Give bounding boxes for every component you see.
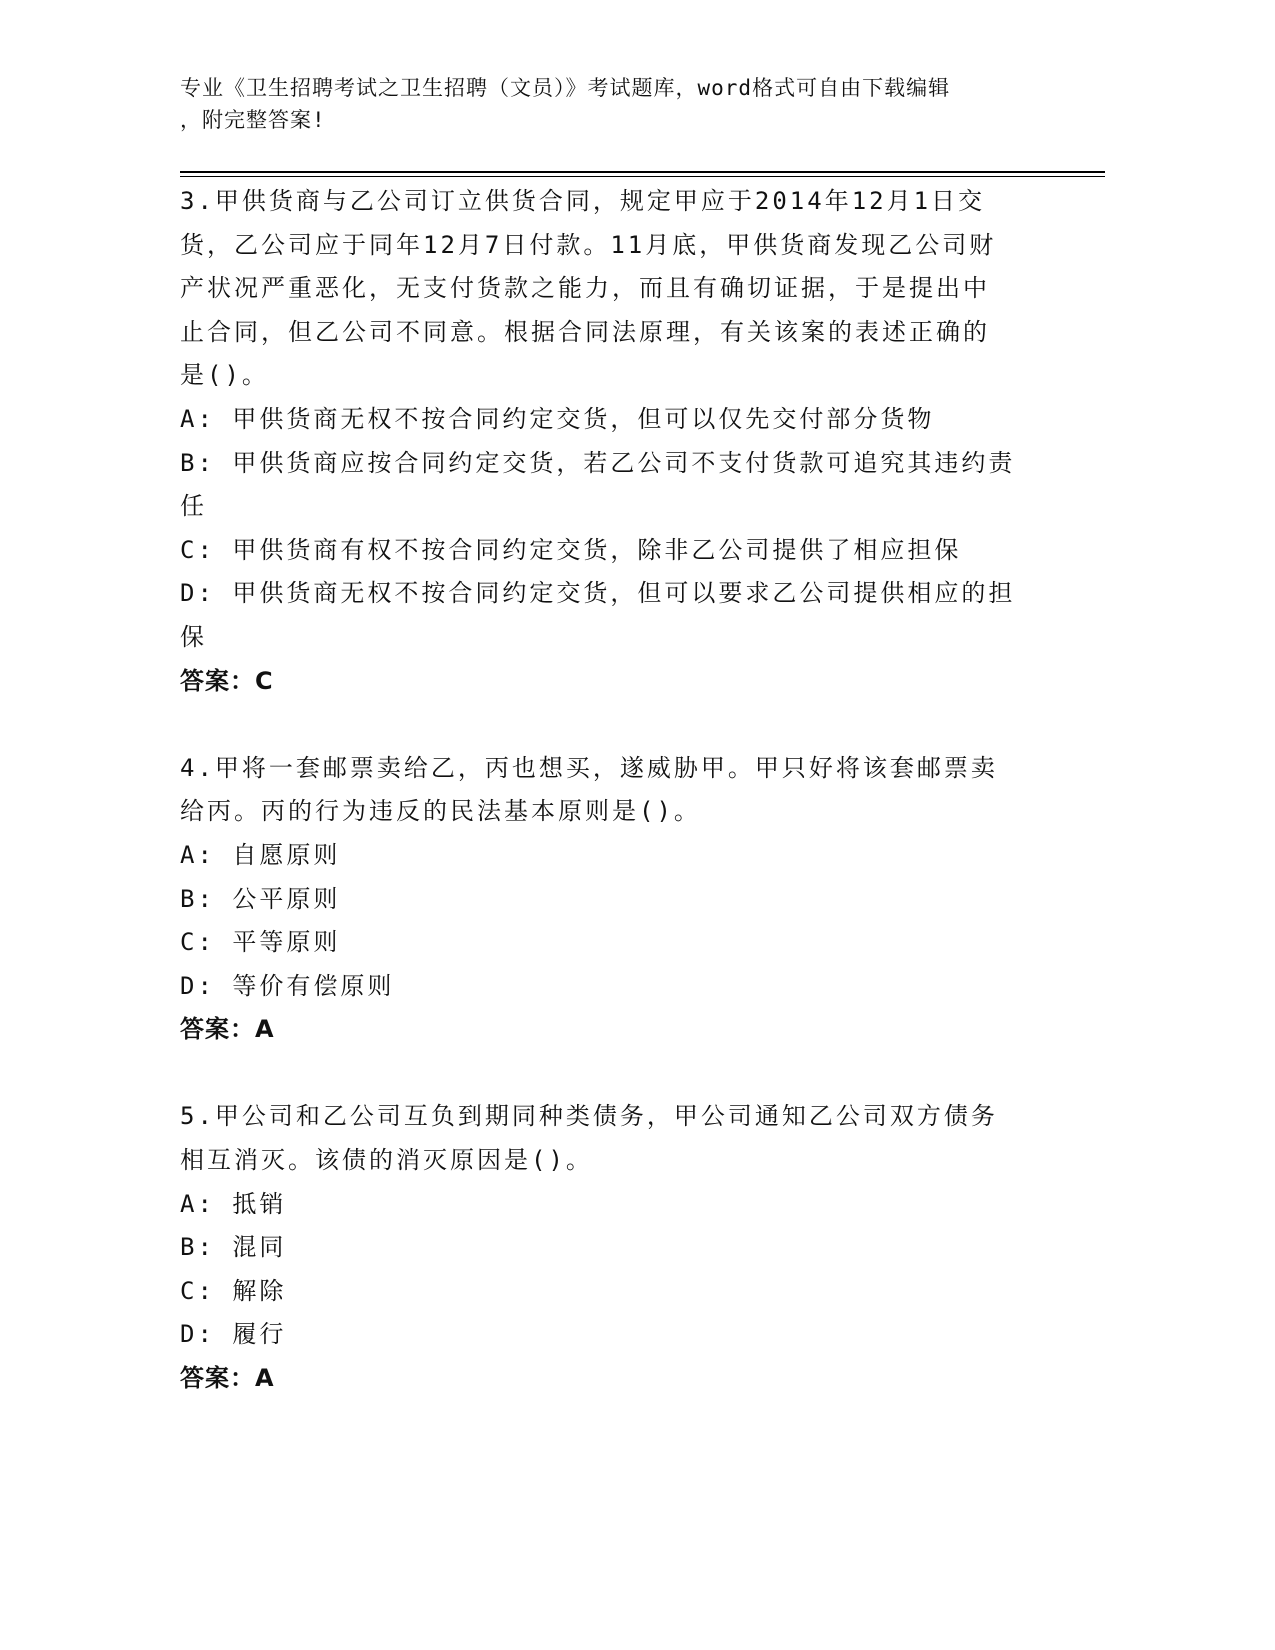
header-divider-thick [180, 171, 1105, 173]
answer-option [180, 442, 1080, 529]
option-text-line: C: 平等原则 [180, 928, 341, 957]
question-block [180, 1095, 1080, 1400]
option-text-line: A: 抵销 [180, 1189, 287, 1218]
option-text-line: B: 公平原则 [180, 884, 341, 913]
document-header [180, 72, 1120, 136]
answer-option [180, 1183, 1080, 1227]
answer-key: 答案：A [180, 1364, 275, 1393]
answer-key: 答案：C [180, 666, 274, 695]
answer-option [180, 834, 1080, 878]
option-text-line: A: 自愿原则 [180, 840, 341, 869]
header-divider-thin [180, 176, 1105, 177]
header-line-2: ，附完整答案! [180, 108, 326, 132]
answer-key: 答案：A [180, 1015, 275, 1044]
answer-option [180, 1313, 1080, 1357]
option-text-line: 保 [180, 622, 207, 651]
option-text-line: C: 甲供货商有权不按合同约定交货，除非乙公司提供了相应担保 [180, 535, 962, 564]
option-text-line: B: 甲供货商应按合同约定交货，若乙公司不支付货款可追究其违约责 [180, 448, 1016, 477]
question-stem-line: 给丙。丙的行为违反的民法基本原则是()。 [180, 797, 701, 826]
question-block [180, 747, 1080, 1052]
header-line-1: 专业《卫生招聘考试之卫生招聘（文员）》考试题库，word格式可自由下载编辑 [180, 76, 951, 100]
answer-option [180, 1270, 1080, 1314]
question-stem-line: 3.甲供货商与乙公司订立供货合同，规定甲应于2014年12月1日交 [180, 187, 986, 215]
answer-option [180, 1226, 1080, 1270]
option-text-line: D: 履行 [180, 1320, 287, 1349]
answer-option [180, 529, 1080, 573]
answer-option [180, 878, 1080, 922]
option-text-line: D: 甲供货商无权不按合同约定交货，但可以要求乙公司提供相应的担 [180, 579, 1016, 608]
answer-option [180, 398, 1080, 442]
answer-option [180, 965, 1080, 1009]
question-stem-line: 相互消灭。该债的消灭原因是()。 [180, 1146, 593, 1175]
option-text-line: C: 解除 [180, 1276, 287, 1305]
option-text-line: B: 混同 [180, 1233, 287, 1262]
question-list [180, 180, 1080, 1444]
question-block [180, 180, 1080, 703]
question-stem-line: 货，乙公司应于同年12月7日付款。11月底，甲供货商发现乙公司财 [180, 230, 997, 259]
option-text-line: D: 等价有偿原则 [180, 971, 395, 1000]
option-text-line: 任 [180, 492, 207, 521]
option-text-line: A: 甲供货商无权不按合同约定交货，但可以仅先交付部分货物 [180, 404, 935, 433]
answer-option [180, 921, 1080, 965]
question-stem-line: 是()。 [180, 361, 269, 390]
question-stem-line: 产状况严重恶化，无支付货款之能力，而且有确切证据，于是提出中 [180, 274, 990, 303]
question-stem-line: 4.甲将一套邮票卖给乙，丙也想买，遂威胁甲。甲只好将该套邮票卖 [180, 753, 998, 782]
answer-option [180, 572, 1080, 659]
question-stem-line: 5.甲公司和乙公司互负到期同种类债务，甲公司通知乙公司双方债务 [180, 1102, 998, 1131]
question-stem-line: 止合同，但乙公司不同意。根据合同法原理，有关该案的表述正确的 [180, 317, 990, 346]
